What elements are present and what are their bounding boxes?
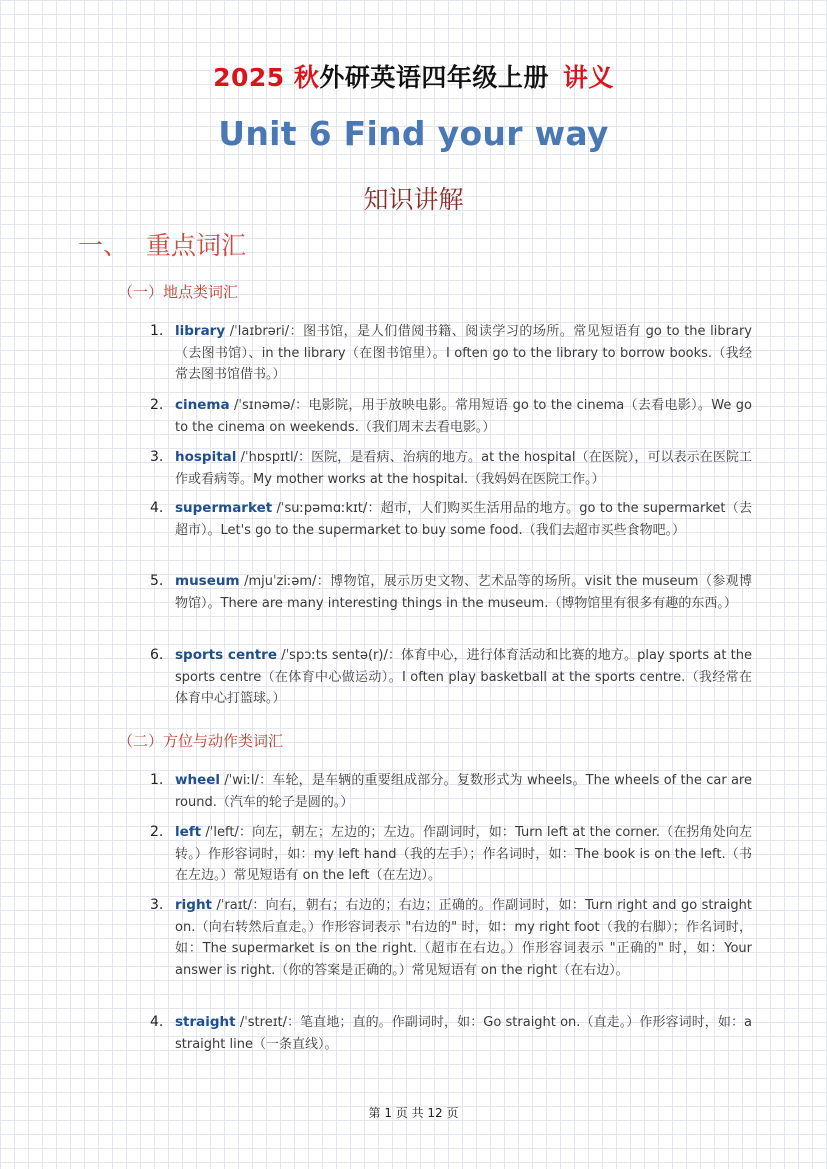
item-number: 3. (150, 897, 164, 913)
vocab-definition: /ˈspɔːts sentə(r)/：体育中心，进行体育活动和比赛的地方。play sports at the sports centre（在体育中心做运动）。I often play basketball at the sports centre.（我经常在体育中心打篮球。） (175, 648, 753, 706)
item-number: 6. (150, 647, 164, 663)
vocab-definition: /mjuˈziːəm/：博物馆，展示历史文物、艺术品等的场所。visit the museum（参观博物馆）。There are many interesting things in the museum.（博物馆里有很多有趣的东西。） (175, 574, 752, 611)
vocab-definition: /ˈlaɪbrəri/：图书馆，是人们借阅书籍、阅读学习的场所。常见短语有 go to the library（去图书馆）、in the library（在图书馆里）。I often go to the library to borrow books.（我经常去图书馆借书。） (175, 324, 752, 382)
page-subtitle: 知识讲解 (363, 185, 464, 214)
vocab-word: cinema (175, 397, 230, 413)
subsection-title: （二）方位与动作类词汇 (118, 732, 284, 750)
vocab-word: supermarket (175, 500, 273, 516)
item-number: 2. (150, 824, 164, 840)
vocab-definition: /ˈstreɪt/：笔直地；直的。作副词时，如：Go straight on.（直走。）作形容词时，如：a straight line（一条直线）。 (175, 1015, 752, 1052)
header-year-term: 2025 秋 (213, 63, 320, 92)
vocab-definition: /ˈraɪt/：向右，朝右；右边的；右边；正确的。作副词时，如：Turn right and go straight on.（向右转然后直走。）作形容词表示 "右边的" 时，如：my right foot（我的右脚）；作名词时，如：The supermarket is on the right.（超市在右边。）作形容词表示 "正确的" 时，如：Your answer is right.（你的答案是正确的。）常见短语有 on the right（在右边）。 (175, 898, 752, 978)
vocab-item (150, 645, 752, 710)
vocab-definition: /ˈleft/：向左，朝左；左边的；左边。作副词时，如：Turn left at the corner.（在拐角处向左转。）作形容词时，如：my left hand（我的左手）；作名词时，如：The book is on the left.（书在左边。）常见短语有 on the left（在左边）。 (175, 825, 752, 883)
document-header-title (0, 58, 827, 94)
item-number: 2. (150, 397, 164, 413)
vocab-definition: /ˈsɪnəmə/：电影院，用于放映电影。常用短语 go to the cinema（去看电影）。We go to the cinema on weekends.（我们周末去看电影。） (175, 398, 752, 435)
unit-title: Unit 6 Find your way (218, 114, 609, 153)
vocab-item (150, 571, 752, 614)
vocab-word: wheel (175, 772, 221, 788)
item-number: 5. (150, 573, 164, 589)
section-number: 一、 (78, 231, 129, 260)
item-number: 1. (150, 772, 164, 788)
vocab-word: straight (175, 1014, 236, 1030)
vocab-item (150, 447, 752, 490)
vocab-item (150, 770, 752, 813)
item-number: 3. (150, 449, 164, 465)
vocab-word: sports centre (175, 647, 277, 663)
header-course-name: 外研英语四年级上册 (319, 63, 549, 92)
subsection-title: （一）地点类词汇 (118, 283, 239, 301)
vocab-definition: /ˈwiːl/：车轮，是车辆的重要组成部分。复数形式为 wheels。The wheels of the car are round.（汽车的轮子是圆的。） (175, 773, 752, 810)
page-footer: 第 1 页 共 12 页 (368, 1106, 459, 1120)
vocab-definition: /ˈsuːpəmɑːkɪt/：超市，人们购买生活用品的地方。go to the supermarket（去超市）。Let's go to the supermarket to buy some food.（我们去超市买些食物吧。） (175, 501, 752, 538)
vocab-item (150, 895, 752, 981)
vocab-word: library (175, 323, 226, 339)
vocab-word: right (175, 897, 213, 913)
section-title: 重点词汇 (146, 231, 247, 260)
vocab-item (150, 321, 752, 386)
header-handout-label: 讲义 (562, 63, 614, 92)
vocab-word: left (175, 824, 202, 840)
vocab-item (150, 395, 752, 438)
item-number: 4. (150, 500, 164, 516)
item-number: 4. (150, 1014, 164, 1030)
vocab-item (150, 822, 752, 887)
vocab-word: museum (175, 573, 240, 589)
item-number: 1. (150, 323, 164, 339)
vocab-word: hospital (175, 449, 237, 465)
section-heading (78, 226, 246, 262)
vocab-item (150, 498, 752, 541)
vocab-item (150, 1012, 752, 1055)
vocab-definition: /ˈhɒspɪtl/：医院，是看病、治病的地方。at the hospital（在医院），可以表示在医院工作或看病等。My mother works at the hospital.（我妈妈在医院工作。） (175, 450, 752, 487)
